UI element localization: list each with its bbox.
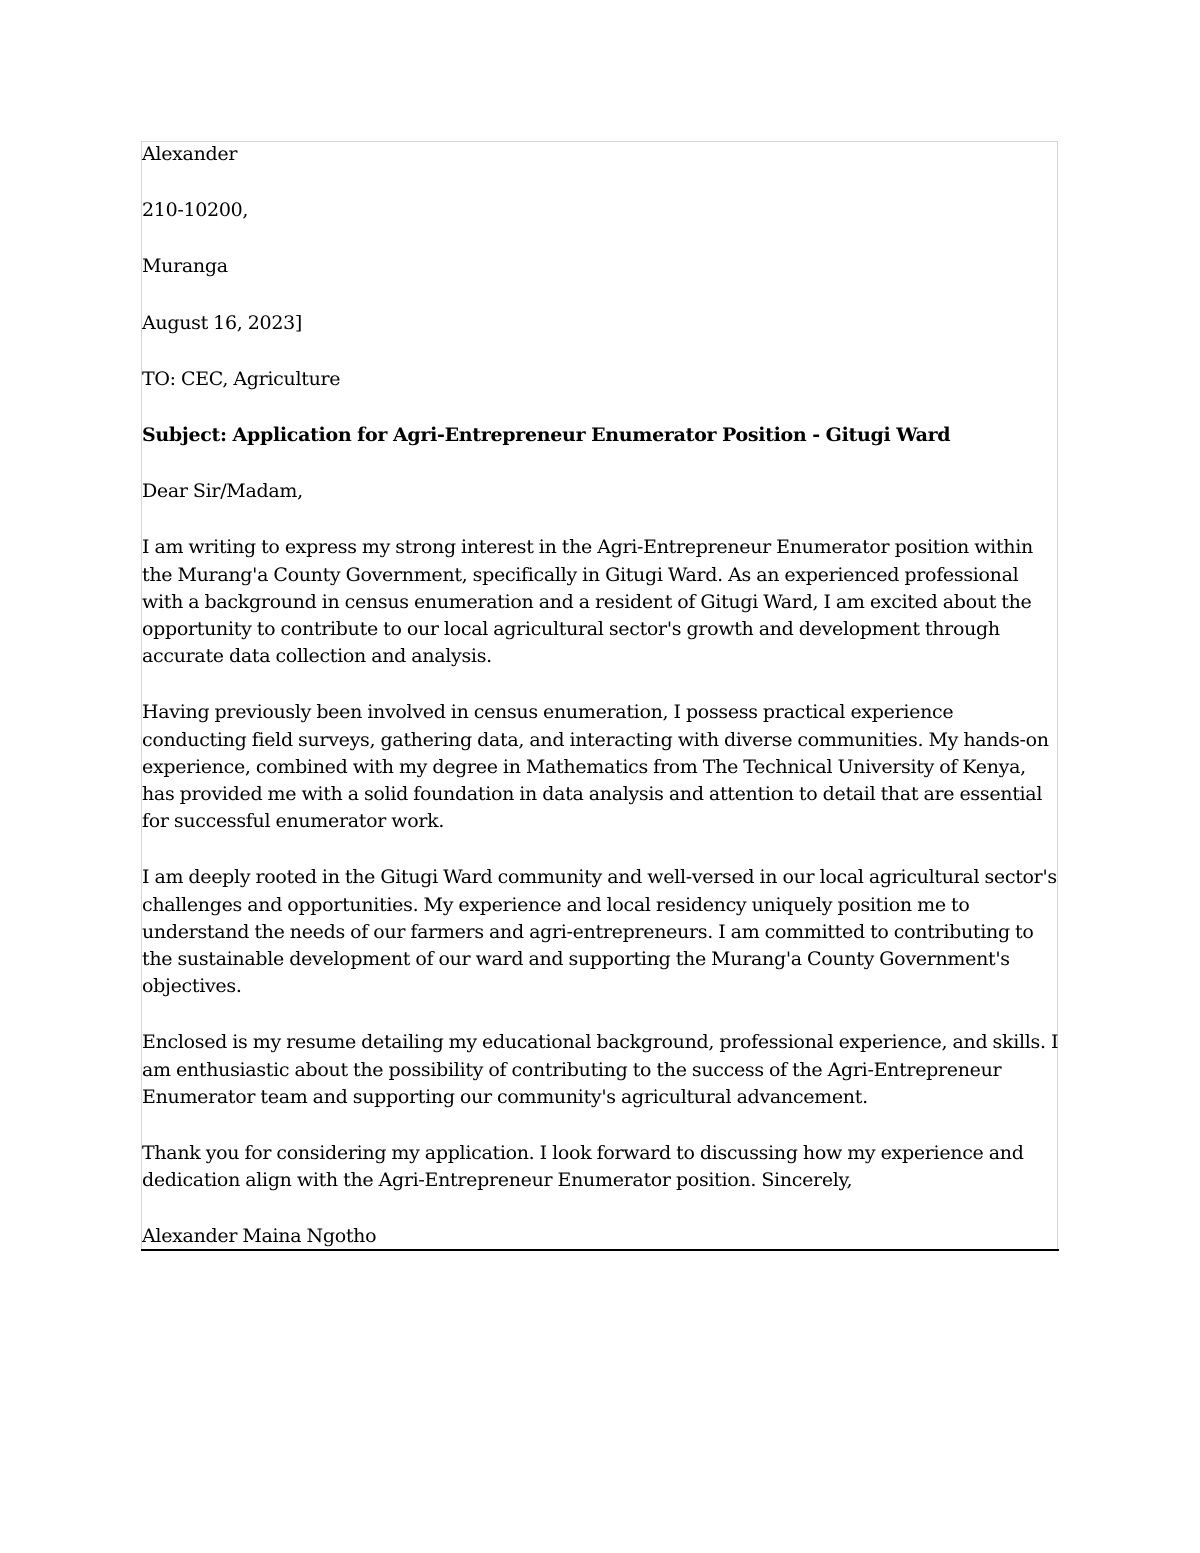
letter-date: August 16, 2023]: [142, 311, 303, 334]
recipient-line: TO: CEC, Agriculture: [142, 367, 341, 390]
paragraph-community: I am deeply rooted in the Gitugi Ward community and well-versed in our local agricultural sector's challenges and opportunities. My experience and local residency uniquely position me to understand the needs of our farmers and agri-entrepreneurs. I am committed to contributing to the sustainable development of our ward and supporting the Murang'a County Government's objectives.: [142, 866, 1057, 998]
letter-body: [142, 141, 1060, 1251]
signature-rule: [141, 1249, 1059, 1251]
paragraph-closing: Thank you for considering my application. I look forward to discussing how my experience and dedication align with the Agri-Entrepreneur Enumerator position. Sincerely,: [142, 1142, 1024, 1192]
sender-town: Muranga: [142, 255, 228, 278]
subject-line: Subject: Application for Agri-Entrepreneur Enumerator Position - Gitugi Ward: [142, 424, 951, 447]
paragraph-enclosure: Enclosed is my resume detailing my educational background, professional experience, and skills. I am enthusiastic about the possibility of contributing to the success of the Agri-Entrepreneur Enumerator team and supporting our community's agricultural advancement.: [142, 1031, 1059, 1108]
sender-address: 210-10200,: [142, 199, 249, 222]
salutation: Dear Sir/Madam,: [142, 480, 303, 503]
sender-name: Alexander: [142, 143, 238, 165]
signature-name: Alexander Maina Ngotho: [142, 1225, 377, 1248]
paragraph-interest: I am writing to express my strong interest in the Agri-Entrepreneur Enumerator position within the Murang'a County Government, specifically in Gitugi Ward. As an experienced professional with a background in census enumeration and a resident of Gitugi Ward, I am excited about the opportunity to contribute to our local agricultural sector's growth and development through accurate data collection and analysis.: [142, 536, 1033, 668]
paragraph-experience: Having previously been involved in census enumeration, I possess practical experience conducting field surveys, gathering data, and interacting with diverse communities. My hands-on experience, combined with my degree in Mathematics from The Technical University of Kenya, has provided me with a solid foundation in data analysis and attention to detail that are essential for successful enumerator work.: [142, 701, 1049, 833]
